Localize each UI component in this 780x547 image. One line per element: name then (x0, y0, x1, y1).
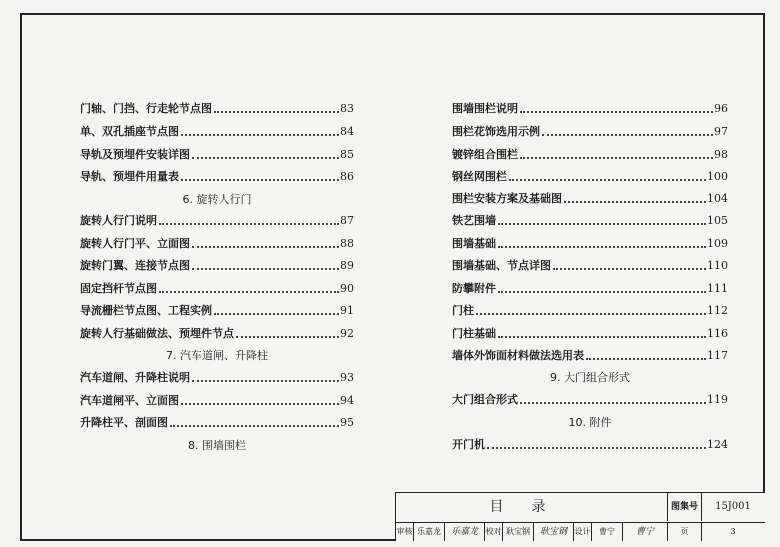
leader-dots (192, 157, 339, 159)
toc-entry[interactable] (80, 392, 354, 408)
leader-dots (498, 291, 706, 293)
toc-entry-page: 93 (340, 371, 354, 384)
section-heading: 6. 旋转人行门 (182, 193, 252, 206)
toc-entry-page: 88 (340, 237, 354, 250)
toc-entry[interactable] (452, 302, 728, 318)
toc-entry-page: 105 (707, 214, 728, 227)
drawing-frame (20, 13, 765, 541)
toc-entry-page: 98 (714, 148, 728, 161)
toc-entry-page: 85 (340, 148, 354, 161)
toc-entry-title: 旋转人行门平、立面图 (80, 237, 190, 250)
leader-dots (476, 313, 706, 315)
toc-entry-page: 112 (707, 304, 728, 317)
toc-entry-title: 开门机 (452, 438, 485, 451)
toc-entry-title: 门柱基础 (452, 327, 496, 340)
leader-dots (214, 111, 339, 113)
toc-entry[interactable] (452, 391, 728, 407)
leader-dots (181, 179, 339, 181)
toc-entry-page: 119 (707, 393, 728, 406)
atlas-number-label: 图集号 (668, 493, 702, 521)
toc-entry-title: 旋转门翼、连接节点图 (80, 259, 190, 272)
toc-entry-page: 104 (707, 192, 728, 205)
toc-entry[interactable] (452, 100, 728, 116)
leader-dots (159, 291, 339, 293)
designer-name: 曹宁 (592, 523, 623, 541)
leader-dots (498, 223, 706, 225)
toc-entry-title: 围墙基础 (452, 237, 496, 250)
toc-entry-title: 导轨、预埋件用量表 (80, 170, 179, 183)
toc-entry-page: 86 (340, 170, 354, 183)
leader-dots (498, 336, 706, 338)
leader-dots (564, 201, 706, 203)
toc-entry-title: 单、双孔插座节点图 (80, 125, 179, 138)
toc-entry-title: 汽车道闸平、立面图 (80, 394, 179, 407)
toc-entry[interactable] (452, 123, 728, 139)
review-label: 审核 (396, 523, 414, 541)
leader-dots (586, 358, 706, 360)
leader-dots (192, 380, 339, 382)
leader-dots (236, 336, 339, 338)
section-heading: 10. 附件 (568, 416, 612, 429)
leader-dots (542, 134, 713, 136)
toc-entry[interactable] (452, 212, 728, 228)
toc-entry-page: 84 (340, 125, 354, 138)
toc-entry-page: 97 (714, 125, 728, 138)
toc-entry[interactable] (80, 280, 354, 296)
toc-entry-title: 旋转人行基础做法、预埋件节点 (80, 327, 234, 340)
toc-entry[interactable] (452, 280, 728, 296)
toc-entry-title: 围栏花饰选用示例 (452, 125, 540, 138)
toc-entry-page: 94 (340, 394, 354, 407)
toc-entry[interactable] (452, 436, 728, 452)
reviewer-name: 乐嘉龙 (414, 523, 445, 541)
reviewer-signature: 乐嘉龙 (445, 523, 485, 541)
toc-entry-title: 大门组合形式 (452, 393, 518, 406)
toc-entry-title: 防攀附件 (452, 282, 496, 295)
section-heading: 8. 围墙围栏 (188, 439, 246, 452)
toc-entry-page: 91 (340, 304, 354, 317)
toc-entry[interactable] (452, 325, 728, 341)
leader-dots (192, 246, 339, 248)
toc-entry-title: 升降柱平、剖面图 (80, 416, 168, 429)
checker-name: 耿宝钢 (503, 523, 534, 541)
toc-entry[interactable] (452, 146, 728, 162)
designer-signature: 曹宁 (623, 523, 668, 541)
drawing-title: 目录 (396, 493, 668, 521)
title-block (395, 492, 765, 541)
leader-dots (509, 179, 706, 181)
toc-entry[interactable] (80, 235, 354, 251)
checker-signature: 耿宝钢 (534, 523, 574, 541)
toc-entry[interactable] (80, 100, 354, 116)
toc-entry-title: 汽车道闸、升降柱说明 (80, 371, 190, 384)
leader-dots (159, 223, 339, 225)
toc-entry-page: 90 (340, 282, 354, 295)
toc-entry-page: 117 (707, 349, 728, 362)
toc-entry-page: 116 (707, 327, 728, 340)
toc-entry[interactable] (452, 168, 728, 184)
toc-entry[interactable] (80, 146, 354, 162)
toc-entry-title: 围墙围栏说明 (452, 102, 518, 115)
page-number: 3 (730, 527, 736, 536)
leader-dots (181, 403, 339, 405)
toc-entry-title: 固定挡杆节点图 (80, 282, 157, 295)
toc-entry[interactable] (80, 123, 354, 139)
title-block-top-row (396, 493, 765, 523)
toc-entry[interactable] (452, 235, 728, 251)
toc-entry-page: 96 (714, 102, 728, 115)
leader-dots (553, 268, 706, 270)
toc-entry-title: 导轨及预埋件安装详图 (80, 148, 190, 161)
design-label: 设计 (574, 523, 592, 541)
toc-entry-title: 导流栅栏节点图、工程实例 (80, 304, 212, 317)
toc-entry[interactable] (80, 325, 354, 341)
toc-entry[interactable] (80, 302, 354, 318)
leader-dots (214, 313, 339, 315)
leader-dots (170, 425, 339, 427)
toc-entry-title: 围栏安装方案及基础图 (452, 192, 562, 205)
leader-dots (520, 157, 713, 159)
toc-entry-title: 门柱 (452, 304, 474, 317)
toc-entry-title: 铁艺围墙 (452, 214, 496, 227)
atlas-number: 15J001 (715, 501, 751, 512)
toc-entry-title: 门轴、门挡、行走轮节点图 (80, 102, 212, 115)
toc-entry-title: 墙体外饰面材料做法选用表 (452, 349, 584, 362)
toc-entry[interactable] (80, 257, 354, 273)
toc-entry-page: 92 (340, 327, 354, 340)
toc-entry-page: 100 (707, 170, 728, 183)
toc-entry-page: 87 (340, 214, 354, 227)
title-block-signature-row (396, 523, 765, 541)
leader-dots (498, 246, 706, 248)
check-label: 校对 (485, 523, 503, 541)
toc-entry-page: 95 (340, 416, 354, 429)
toc-entry-page: 111 (707, 282, 728, 295)
toc-entry-page: 83 (340, 102, 354, 115)
toc-entry[interactable] (80, 212, 354, 228)
section-heading: 7. 汽车道闸、升降柱 (166, 349, 268, 362)
toc-entry-page: 110 (707, 259, 728, 272)
toc-entry-title: 镀锌组合围栏 (452, 148, 518, 161)
toc-entry-title: 旋转人行门说明 (80, 214, 157, 227)
page-label: 页 (668, 523, 702, 541)
toc-entry-title: 钢丝网围栏 (452, 170, 507, 183)
leader-dots (192, 268, 339, 270)
toc-entry-page: 124 (707, 438, 728, 451)
toc-entry-title: 围墙基础、节点详图 (452, 259, 551, 272)
toc-entry[interactable] (80, 168, 354, 184)
leader-dots (520, 402, 706, 404)
toc-entry[interactable] (452, 257, 728, 273)
leader-dots (520, 111, 713, 113)
toc-entry-page: 89 (340, 259, 354, 272)
toc-entry[interactable] (452, 347, 728, 363)
leader-dots (487, 447, 706, 449)
leader-dots (181, 134, 339, 136)
section-heading: 9. 大门组合形式 (550, 371, 630, 384)
toc-entry[interactable] (80, 414, 354, 430)
toc-entry-page: 109 (707, 237, 728, 250)
toc-entry[interactable] (452, 190, 728, 206)
toc-entry[interactable] (80, 369, 354, 385)
